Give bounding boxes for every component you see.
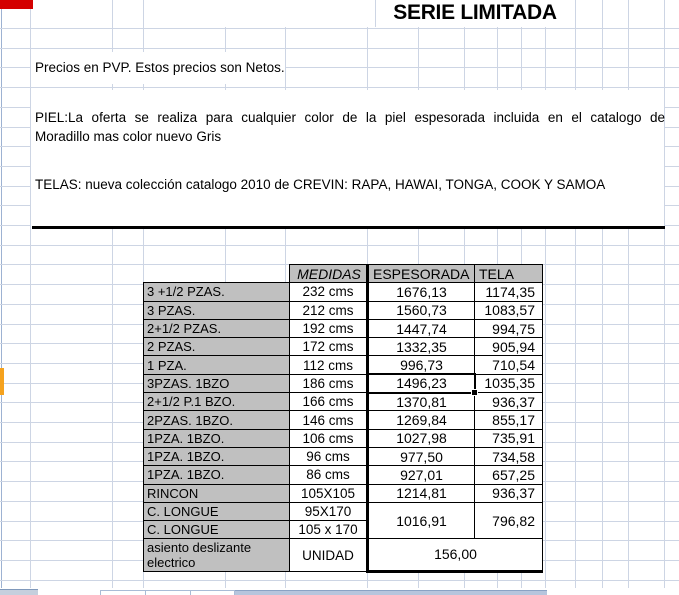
red-cell-marker (0, 0, 33, 9)
tela-cell[interactable]: 657,25 (475, 466, 543, 484)
table-row (144, 356, 543, 374)
medidas-cell[interactable]: 86 cms (290, 466, 368, 484)
tela-cell[interactable]: 905,94 (475, 338, 543, 356)
tela-cell[interactable]: 1035,35 (475, 374, 543, 392)
price-table (143, 264, 543, 573)
gridline (112, 0, 113, 588)
sheet-tab[interactable] (0, 589, 38, 595)
medidas-cell[interactable]: 112 cms (290, 356, 368, 374)
table-row (144, 411, 543, 429)
espesorada-cell[interactable]: 1496,23 (368, 374, 475, 392)
row-label-cell[interactable]: C. LONGUE (144, 521, 290, 539)
medidas-cell[interactable]: 96 cms (290, 447, 368, 465)
medidas-cell[interactable]: 105 x 170 (290, 521, 368, 539)
espesorada-cell[interactable]: 1214,81 (368, 484, 475, 502)
gridline (30, 0, 31, 588)
espesorada-cell[interactable]: 977,50 (368, 447, 475, 465)
row-label-cell[interactable]: 1PZA. 1BZO. (144, 466, 290, 484)
row-label-cell[interactable]: 2+1/2 PZAS. (144, 319, 290, 337)
espesorada-cell[interactable]: 1370,81 (368, 393, 475, 411)
medidas-cell[interactable]: 212 cms (290, 301, 368, 319)
table-row (144, 283, 543, 301)
note-telas[interactable]: TELAS: nueva colección catalogo 2010 de CREVIN: RAPA, HAWAI, TONGA, COOK Y SAMOA (35, 177, 606, 192)
row-label-cell[interactable]: 3 PZAS. (144, 301, 290, 319)
espesorada-cell[interactable]: 996,73 (368, 356, 475, 374)
table-row (144, 539, 543, 572)
row-label-cell[interactable]: 1 PZA. (144, 356, 290, 374)
thick-border-rule (32, 226, 665, 229)
medidas-cell[interactable]: 146 cms (290, 411, 368, 429)
sheet-tab-group[interactable] (100, 590, 235, 595)
gridline (664, 0, 665, 588)
espesorada-cell[interactable]: 1447,74 (368, 319, 475, 337)
table-row (144, 484, 543, 502)
tab-divider (190, 591, 191, 595)
sheet-title[interactable]: SERIE LIMITADA (393, 1, 557, 24)
medidas-cell[interactable]: 186 cms (290, 374, 368, 392)
table-header-row (144, 265, 543, 283)
gridline (0, 48, 679, 49)
gridline (602, 0, 603, 588)
espesorada-cell[interactable]: 1676,13 (368, 283, 475, 301)
row-label-cell[interactable]: 1PZA. 1BZO. (144, 429, 290, 447)
column-header-espesorada[interactable]: ESPESORADA (368, 265, 475, 283)
tela-cell[interactable]: 735,91 (475, 429, 543, 447)
row-label-cell[interactable]: 2PZAS. 1BZO. (144, 411, 290, 429)
row-label-cell[interactable]: 3PZAS. 1BZO (144, 374, 290, 392)
tela-cell[interactable]: 796,82 (475, 502, 543, 539)
medidas-cell[interactable]: 106 cms (290, 429, 368, 447)
tela-cell[interactable]: 734,58 (475, 447, 543, 465)
gridline (545, 0, 546, 588)
tela-cell[interactable]: 936,37 (475, 393, 543, 411)
tela-cell[interactable]: 1174,35 (475, 283, 543, 301)
note-precios[interactable]: Precios en PVP. Estos precios son Netos. (35, 60, 285, 75)
medidas-cell[interactable]: 166 cms (290, 393, 368, 411)
espesorada-cell[interactable]: 1332,35 (368, 338, 475, 356)
espesorada-cell[interactable]: 1027,98 (368, 429, 475, 447)
row-label-cell[interactable]: C. LONGUE (144, 502, 290, 520)
medidas-cell[interactable]: 192 cms (290, 319, 368, 337)
row-label-cell[interactable]: RINCON (144, 484, 290, 502)
corner-ghost-cell (144, 265, 290, 283)
tela-cell[interactable]: 1083,57 (475, 301, 543, 319)
row-label-cell[interactable]: 2 PZAS. (144, 338, 290, 356)
tela-cell[interactable]: 936,37 (475, 484, 543, 502)
note-piel-line2[interactable]: Moradillo mas color nuevo Gris (35, 128, 222, 144)
row-label-cell[interactable]: 1PZA. 1BZO. (144, 447, 290, 465)
row-label-cell[interactable]: 3 +1/2 PZAS. (144, 283, 290, 301)
gridline (575, 0, 576, 588)
table-row (144, 447, 543, 465)
medidas-cell[interactable]: UNIDAD (290, 539, 368, 572)
table-row (144, 393, 543, 411)
gridline (0, 245, 679, 246)
table-row (144, 374, 543, 392)
orange-cell-marker (0, 368, 4, 395)
note-piel-line1[interactable]: PIEL:La oferta se realiza para cualquier color de la piel espesorada incluida en el catalogo de (35, 110, 665, 125)
medidas-cell[interactable]: 172 cms (290, 338, 368, 356)
column-header-tela[interactable]: TELA (475, 265, 543, 283)
medidas-cell[interactable]: 105X105 (290, 484, 368, 502)
gridline (1, 0, 2, 588)
active-cell-outline[interactable] (366, 373, 476, 394)
gridline (628, 0, 629, 588)
column-header-medidas[interactable]: MEDIDAS (290, 265, 368, 283)
price-cell-merged[interactable]: 156,00 (368, 539, 543, 572)
espesorada-cell[interactable]: 927,01 (368, 466, 475, 484)
table-row (144, 502, 543, 520)
sheet-tab-selected[interactable] (235, 590, 547, 595)
table-row (144, 429, 543, 447)
medidas-cell[interactable]: 95X170 (290, 502, 368, 520)
gridline (0, 28, 679, 29)
table-row (144, 338, 543, 356)
tab-divider (145, 591, 146, 595)
espesorada-cell[interactable]: 1560,73 (368, 301, 475, 319)
row-label-cell[interactable]: asiento deslizante electrico (144, 539, 290, 572)
gridline (0, 87, 679, 88)
fill-handle[interactable] (471, 389, 478, 396)
table-row (144, 319, 543, 337)
medidas-cell[interactable]: 232 cms (290, 283, 368, 301)
tela-cell[interactable]: 855,17 (475, 411, 543, 429)
row-label-cell[interactable]: 2+1/2 P.1 BZO. (144, 393, 290, 411)
espesorada-cell[interactable]: 1269,84 (368, 411, 475, 429)
tela-cell[interactable]: 994,75 (475, 319, 543, 337)
gridline (0, 580, 679, 581)
table-row (144, 466, 543, 484)
tela-cell[interactable]: 710,54 (475, 356, 543, 374)
table-row (144, 301, 543, 319)
espesorada-cell[interactable]: 1016,91 (368, 502, 475, 539)
